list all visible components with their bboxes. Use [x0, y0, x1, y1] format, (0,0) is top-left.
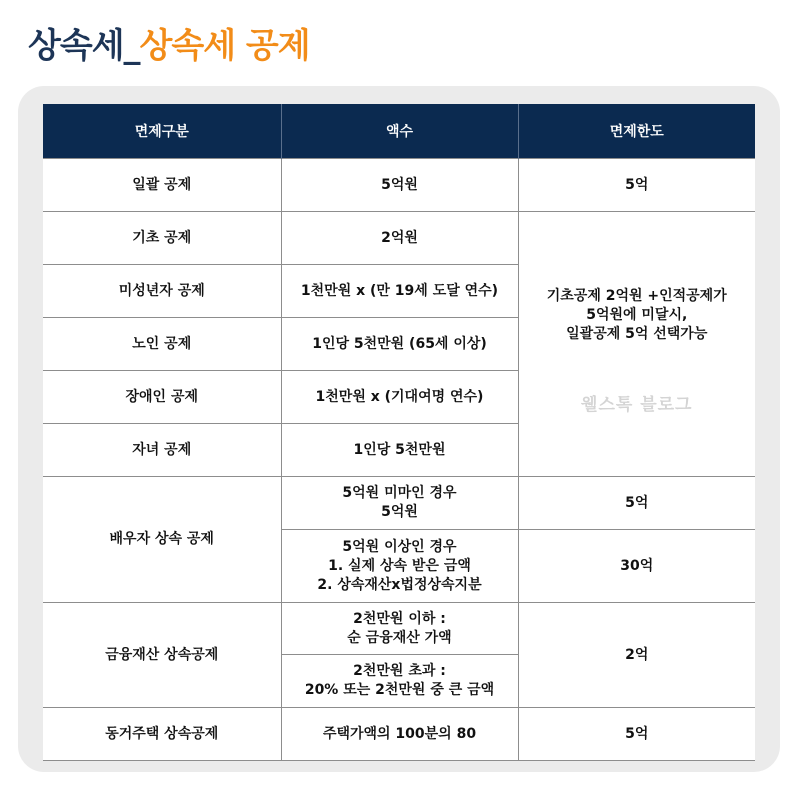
amount-cell: 1인당 5천만원 — [281, 424, 518, 477]
table-header-row — [43, 104, 755, 159]
category-cell: 미성년자 공제 — [43, 265, 281, 318]
amount-line: 2천만원 초과 : — [353, 663, 446, 679]
table-row — [43, 603, 755, 655]
page-title — [28, 18, 310, 67]
amount-cell: 1인당 5천만원 (65세 이상) — [281, 318, 518, 371]
limit-cell: 5억 — [518, 477, 755, 530]
amount-cell: 주택가액의 100분의 80 — [281, 708, 518, 761]
amount-line: 2. 상속재산x법정상속지분 — [317, 576, 482, 593]
category-cell: 금융재산 상속공제 — [43, 603, 281, 708]
amount-cell — [281, 530, 518, 603]
table-row — [43, 708, 755, 761]
header-category: 면제구분 — [43, 104, 281, 159]
amount-line: 2천만원 이하 : — [353, 610, 446, 627]
title-accent: 상속세 공제 — [139, 26, 310, 66]
amount-cell — [281, 655, 518, 708]
limit-cell: 5억 — [518, 159, 755, 212]
amount-line: 5억원 미마인 경우 — [342, 485, 457, 501]
amount-line: 20% 또는 2천만원 중 큰 금액 — [304, 682, 495, 698]
amount-cell: 1천만원 x (기대여명 연수) — [281, 371, 518, 424]
limit-cell: 2억 — [518, 603, 755, 708]
amount-cell — [281, 603, 518, 655]
personal-deduction-limit-cell — [518, 212, 755, 477]
category-cell: 자녀 공제 — [43, 424, 281, 477]
limit-cell: 5억 — [518, 708, 755, 761]
category-cell: 기초 공제 — [43, 212, 281, 265]
amount-line: 순 금융재산 가액 — [347, 629, 452, 646]
table-row — [43, 477, 755, 530]
deduction-table — [43, 104, 755, 761]
title-main: 상속세_ — [28, 26, 140, 66]
header-limit: 면제한도 — [518, 104, 755, 159]
limit-note-line: 기초공제 2억원 +인적공제가 — [546, 288, 727, 304]
limit-note-line: 5억원에 미달시, — [586, 307, 688, 323]
limit-cell: 30억 — [518, 530, 755, 603]
amount-cell: 1천만원 x (만 19세 도달 연수) — [281, 265, 518, 318]
category-cell: 배우자 상속 공제 — [43, 477, 281, 603]
amount-line: 5억원 — [381, 504, 418, 520]
limit-note — [523, 287, 752, 344]
amount-cell — [281, 477, 518, 530]
amount-cell: 5억원 — [281, 159, 518, 212]
limit-note-line: 일괄공제 5억 선택가능 — [566, 326, 708, 342]
amount-line: 1. 실제 상속 받은 금액 — [328, 557, 471, 574]
header-amount: 액수 — [281, 104, 518, 159]
table-row — [43, 159, 755, 212]
category-cell: 노인 공제 — [43, 318, 281, 371]
amount-line: 5억원 이상인 경우 — [342, 538, 457, 555]
category-cell: 동거주택 상속공제 — [43, 708, 281, 761]
amount-cell: 2억원 — [281, 212, 518, 265]
table-row — [43, 212, 755, 265]
category-cell: 일괄 공제 — [43, 159, 281, 212]
blog-watermark: 웰스톡 블로그 — [581, 395, 693, 415]
category-cell: 장애인 공제 — [43, 371, 281, 424]
